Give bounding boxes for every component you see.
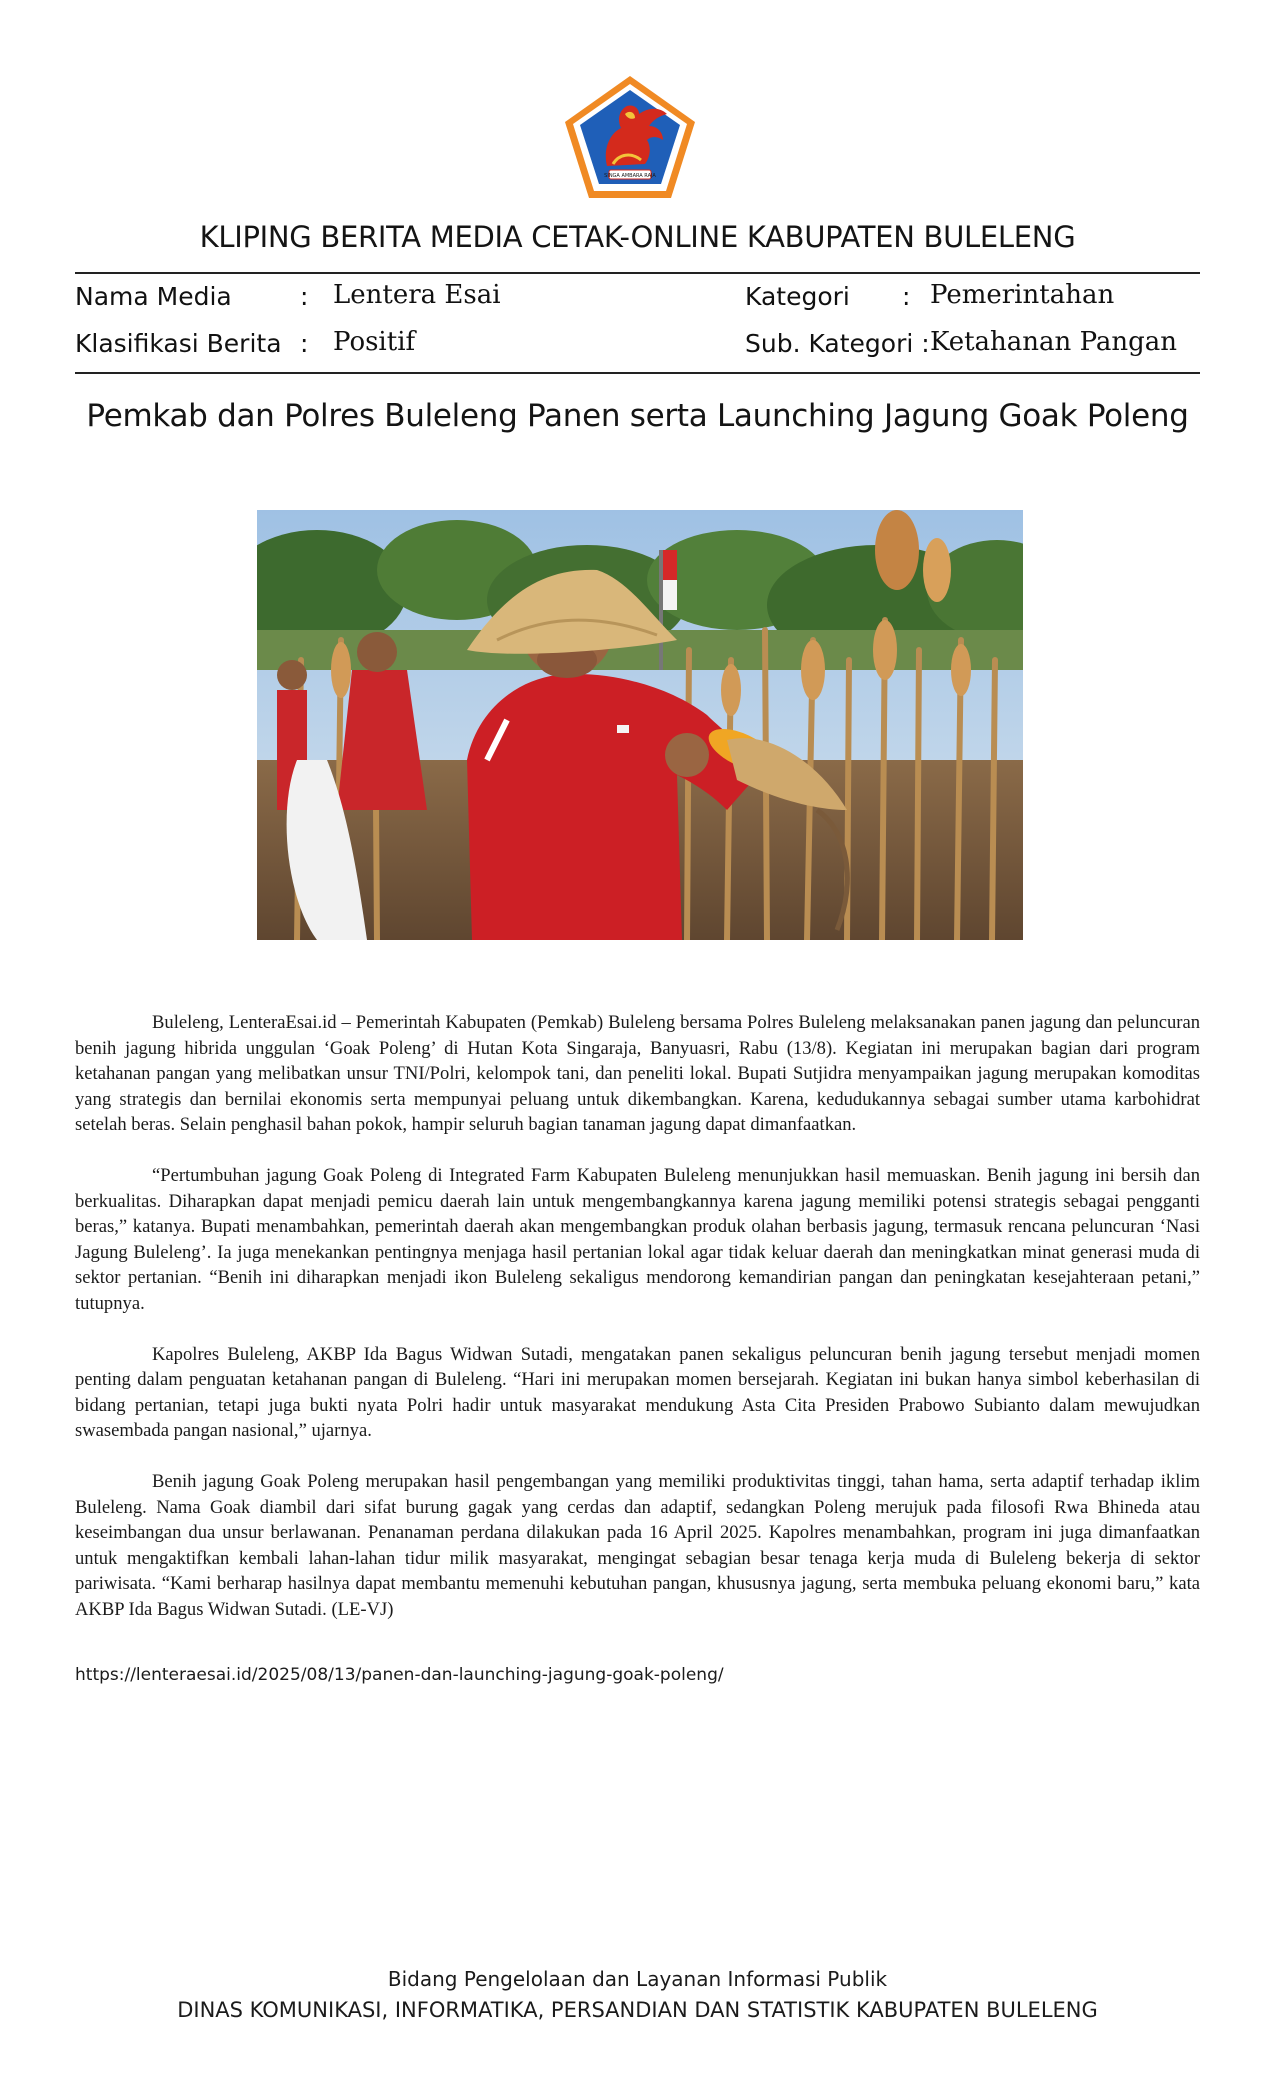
- corn-harvest-photo: [257, 510, 1023, 940]
- subcategory-value: Ketahanan Pangan: [930, 327, 1178, 357]
- news-classification-label: Klasifikasi Berita: [75, 329, 282, 358]
- footer-division: Bidang Pengelolaan dan Layanan Informasi Publik: [387, 1967, 888, 1991]
- news-classification-separator: :: [300, 329, 309, 358]
- buleleng-regency-emblem-icon: [563, 74, 697, 200]
- media-name-separator: :: [300, 282, 309, 311]
- article-paragraph-4: Benih jagung Goak Poleng merupakan hasil pengembangan yang memiliki produktivitas tinggi, tahan hama, serta adaptif terhadap iklim Buleleng. Nama Goak diambil dari sifat burung gagak yang cerdas dan adaptif, sedangkan Poleng merujuk pada filosofi Rwa Bhineda atau keseimbangan dua unsur berlawanan. Penanaman perdana dilakukan pada 16 April 2025. Kapolres menambahkan, program ini juga dimanfaatkan untuk mengaktifkan kembali lahan-lahan tidur milik masyarakat, mengingat sebagian besar tenaga kerja muda di Buleleng bekerja di sektor pariwisata. “Kami berharap hasilnya dapat membantu memenuhi kebutuhan pangan, khususnya jagung, serta membuka peluang ekonomi baru,” kata AKBP Ida Bagus Widwan Sutadi. (LE-VJ): [75, 1470, 1200, 1620]
- header-divider-top: [75, 272, 1200, 274]
- emblem-motto: SINGA AMBARA RAJA: [604, 173, 656, 179]
- article-body: [75, 1010, 1200, 1647]
- article-title: Pemkab dan Polres Buleleng Panen serta Launching Jagung Goak Poleng: [86, 398, 1189, 434]
- article-paragraph-2: “Pertumbuhan jagung Goak Poleng di Integrated Farm Kabupaten Buleleng menunjukkan hasil memuaskan. Benih jagung ini bersih dan berkualitas. Diharapkan dapat menjadi pemicu daerah lain untuk mengembangkannya karena jagung memiliki potensi strategis sebagai pengganti beras,” katanya. Bupati menambahkan, pemerintah daerah akan mengembangkan produk olahan berbasis jagung, termasuk rencana peluncuran ‘Nasi Jagung Buleleng’. Ia juga menekankan pentingnya menjaga hasil pertanian lokal agar tidak keluar daerah dan meningkatkan minat generasi muda di sektor pertanian. “Benih ini diharapkan menjadi ikon Buleleng sekaligus mendorong kemandirian pangan dan peningkatan kesejahteraan petani,” tutupnya.: [75, 1164, 1200, 1314]
- category-value: Pemerintahan: [930, 280, 1115, 310]
- footer-agency: DINAS KOMUNIKASI, INFORMATIKA, PERSANDIAN DAN STATISTIK KABUPATEN BULELENG: [177, 1998, 1098, 2022]
- article-paragraph-1: Buleleng, LenteraEsai.id – Pemerintah Kabupaten (Pemkab) Buleleng bersama Polres Buleleng melaksanakan panen jagung dan peluncuran benih jagung hibrida unggulan ‘Goak Poleng’ di Hutan Kota Singaraja, Banyuasri, Rabu (13/8). Kegiatan ini merupakan bagian dari program ketahanan pangan yang melibatkan unsur TNI/Polri, kelompok tani, dan peneliti lokal. Bupati Sutjidra menyampaikan jagung merupakan komoditas yang strategis dan bernilai ekonomis serta mempunyai peluang untuk dikembangkan. Karena, kedudukannya sebagai sumber utama karbohidrat setelah beras. Selain penghasil bahan pokok, hampir seluruh bagian tanaman jagung dapat dimanfaatkan.: [75, 1012, 1200, 1136]
- subcategory-label: Sub. Kategori :: [745, 329, 930, 358]
- news-classification-value: Positif: [333, 327, 416, 357]
- source-url: https://lenteraesai.id/2025/08/13/panen-dan-launching-jagung-goak-poleng/: [75, 1665, 724, 1685]
- media-name-label: Nama Media: [75, 282, 232, 311]
- article-paragraph-3: Kapolres Buleleng, AKBP Ida Bagus Widwan Sutadi, mengatakan panen sekaligus peluncuran benih jagung tersebut menjadi momen penting dalam penguatan ketahanan pangan di Buleleng. “Hari ini merupakan momen bersejarah. Kegiatan ini bukan hanya simbol keberhasilan di bidang pertanian, tetapi juga bukti nyata Polri hadir untuk masyarakat mendukung Asta Cita Presiden Prabowo Subianto dalam mewujudkan swasembada pangan nasional,” ujarnya.: [75, 1343, 1200, 1442]
- category-label: Kategori: [745, 282, 850, 311]
- media-name-value: Lentera Esai: [333, 280, 501, 310]
- category-separator: :: [902, 282, 911, 311]
- header-divider-bottom: [75, 372, 1200, 374]
- header-title: KLIPING BERITA MEDIA CETAK-ONLINE KABUPATEN BULELENG: [199, 220, 1076, 254]
